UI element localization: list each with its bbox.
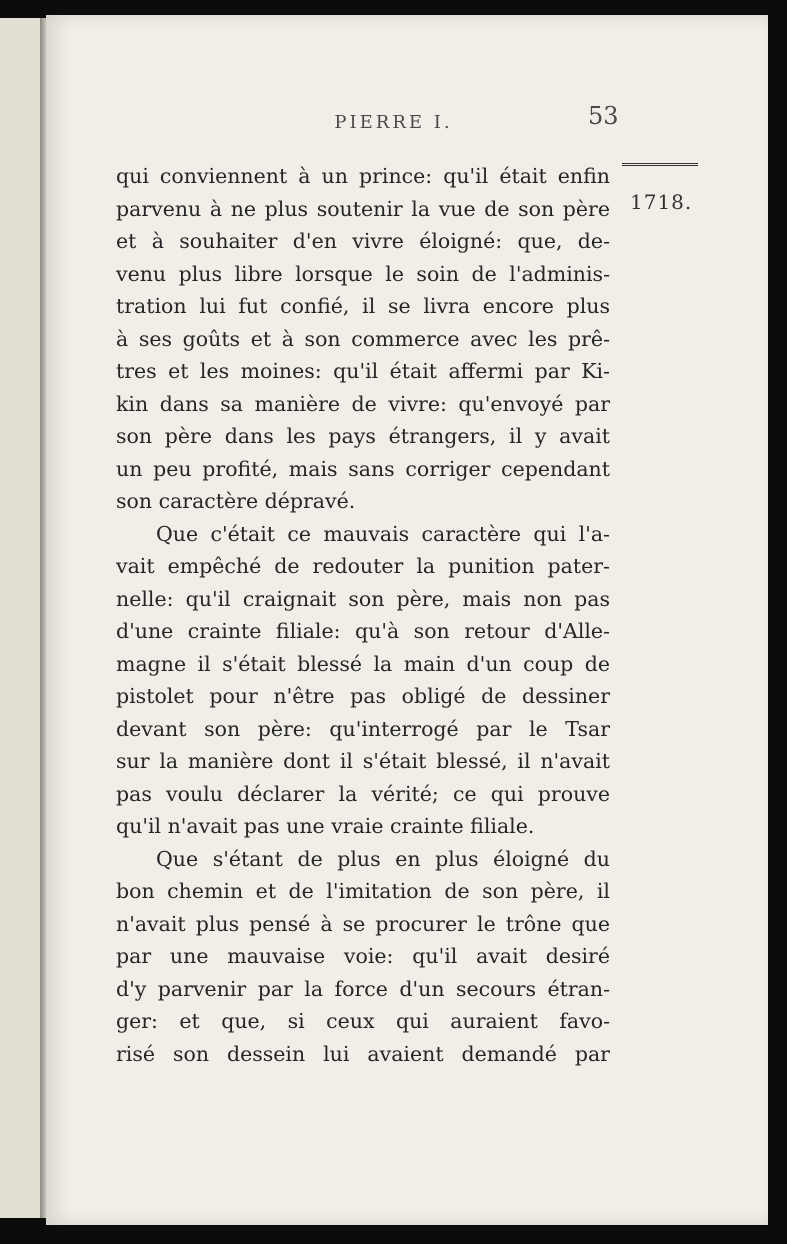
text-line: pas voulu déclarer la vérité; ce qui prouve xyxy=(116,781,610,806)
text-line: venu plus libre lorsque le soin de l'adminis- xyxy=(116,261,610,286)
text-line: d'une crainte filiale: qu'à son retour d'Alle- xyxy=(116,619,610,643)
text-line: tres et les moines: qu'il était affermi par Ki- xyxy=(116,359,610,383)
page-number: 53 xyxy=(588,102,619,130)
text-line: d'y parvenir par la force d'un secours étran- xyxy=(116,976,610,1001)
text-line: vait empêché de redouter la punition pater- xyxy=(116,554,610,578)
text-line: nelle: qu'il craignait son père, mais non pas xyxy=(116,586,610,611)
text-line: Que c'était ce mauvais caractère qui l'a- xyxy=(156,521,610,546)
text-line: kin dans sa manière de vivre: qu'envoyé par xyxy=(116,391,610,416)
text-line: risé son dessein lui avaient demandé par xyxy=(116,1041,610,1066)
text-line: son père dans les pays étrangers, il y avait xyxy=(116,424,610,448)
text-line: à ses goûts et à son commerce avec les prê- xyxy=(116,326,610,351)
text-line: n'avait plus pensé à se procurer le trône que xyxy=(116,911,610,936)
text-line: tration lui fut confié, il se livra encore plus xyxy=(116,294,610,318)
margin-rule xyxy=(622,163,698,166)
text-line: ger: et que, si ceux qui auraient favo- xyxy=(116,1009,610,1033)
text-line: Que s'étant de plus en plus éloigné du xyxy=(156,846,610,871)
text-line: qui conviennent à un prince: qu'il était enfin xyxy=(116,164,610,188)
text-line: pistolet pour n'être pas obligé de dessiner xyxy=(116,684,610,708)
text-line: parvenu à ne plus soutenir la vue de son père xyxy=(116,196,610,221)
paragraph-1 xyxy=(116,160,610,518)
text-line: son caractère dépravé. xyxy=(116,489,356,513)
text-line: bon chemin et de l'imitation de son père, il xyxy=(116,879,610,903)
facing-page-edge xyxy=(0,18,41,1218)
text-line: qu'il n'avait pas une vraie crainte filiale. xyxy=(116,814,535,838)
paragraph-2 xyxy=(116,518,610,843)
text-line: sur la manière dont il s'était blessé, il n'avait xyxy=(116,749,610,773)
text-line: devant son père: qu'interrogé par le Tsar xyxy=(116,716,610,741)
text-line: magne il s'était blessé la main d'un coup de xyxy=(116,651,610,676)
margin-year-note: 1718. xyxy=(630,190,693,214)
text-line: et à souhaiter d'en vivre éloigné: que, de- xyxy=(116,229,610,253)
text-line: un peu profité, mais sans corriger cependant xyxy=(116,456,610,481)
text-line: par une mauvaise voie: qu'il avait desiré xyxy=(116,944,610,968)
paragraph-3 xyxy=(116,843,610,1071)
running-head: PIERRE I. xyxy=(334,112,453,133)
body-text xyxy=(116,160,610,1070)
